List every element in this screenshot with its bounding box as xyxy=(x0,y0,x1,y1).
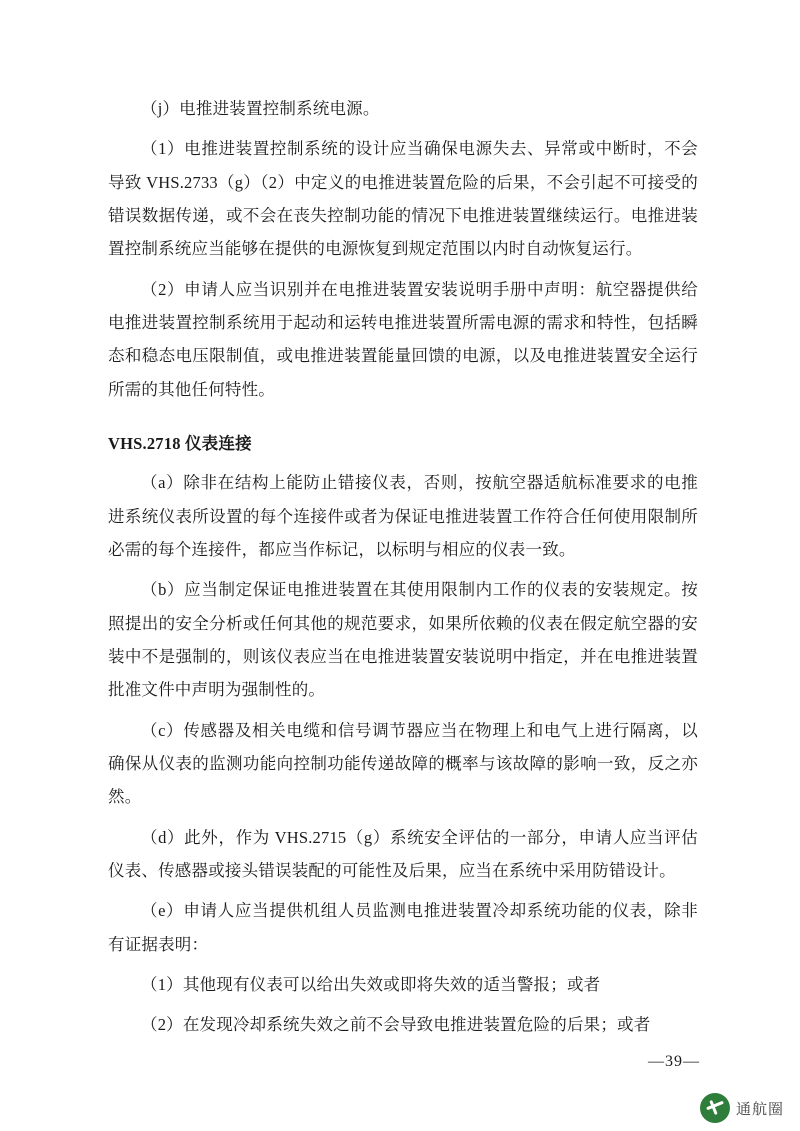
watermark-label: 通航圈 xyxy=(735,1100,784,1118)
paragraph-1: （1）电推进装置控制系统的设计应当确保电源失去、异常或中断时，不会导致 VHS.2733（g）（2）中定义的电推进装置危险的后果，不会引起不可接受的错误数据传递，或不会在丧失控制功能的情况下电推进装置继续运行。电推进装置控制系统应当能够在提供的电源恢复到规定范围以内时自动恢复运行。 xyxy=(108,139,698,259)
paragraph-c: （c）传感器及相关电缆和信号调节器应当在物理上和电气上进行隔离，以确保从仪表的监测功能向控制功能传递故障的概率与该故障的影响一致，反之亦然。 xyxy=(108,720,698,807)
wechat-account-logo-icon xyxy=(700,1093,730,1123)
paragraph-e-2: （2）在发现冷却系统失效之前不会导致电推进装置危险的后果；或者 xyxy=(141,1015,651,1035)
section-spacer xyxy=(108,413,698,417)
section-heading-vhs2718: VHS.2718 仪表连接 xyxy=(108,433,252,453)
paragraph-j: （j）电推进装置控制系统电源。 xyxy=(141,99,380,118)
watermark xyxy=(700,1093,784,1123)
paragraph-2: （2）申请人应当识别并在电推进装置安装说明手册中声明：航空器提供给电推进装置控制系统用于起动和运转电推进装置所需电源的需求和特性，包括瞬态和稳态电压限制值，或电推进装置能量回馈的电源，以及电推进装置安全运行所需的其他任何特性。 xyxy=(108,279,698,399)
paragraph-d: （d）此外，作为 VHS.2715（g）系统安全评估的一部分，申请人应当评估仪表、传感器或接头错误装配的可能性及后果，应当在系统中采用防错设计。 xyxy=(108,827,698,880)
paragraph-b: （b）应当制定保证电推进装置在其使用限制内工作的仪表的安装规定。按照提出的安全分析或任何其他的规范要求，如果所依赖的仪表在假定航空器的安装中不是强制的，则该仪表应当在电推进装置安装说明中指定，并在电推进装置批准文件中声明为强制性的。 xyxy=(108,580,698,700)
paragraph-a: （a）除非在结构上能防止错接仪表，否则，按航空器适航标准要求的电推进系统仪表所设置的每个连接件或者为保证电推进装置工作符合任何使用限制所必需的每个连接件，都应当作标记，以标明与相应的仪表一致。 xyxy=(108,473,698,559)
paragraph-e: （e）申请人应当提供机组人员监测电推进装置冷却系统功能的仪表，除非有证据表明： xyxy=(108,901,698,954)
paragraph-e-1: （1）其他现有仪表可以给出失效或即将失效的适当警报；或者 xyxy=(141,974,601,994)
page-number: —39— xyxy=(648,1053,700,1070)
page-content xyxy=(108,92,698,1049)
